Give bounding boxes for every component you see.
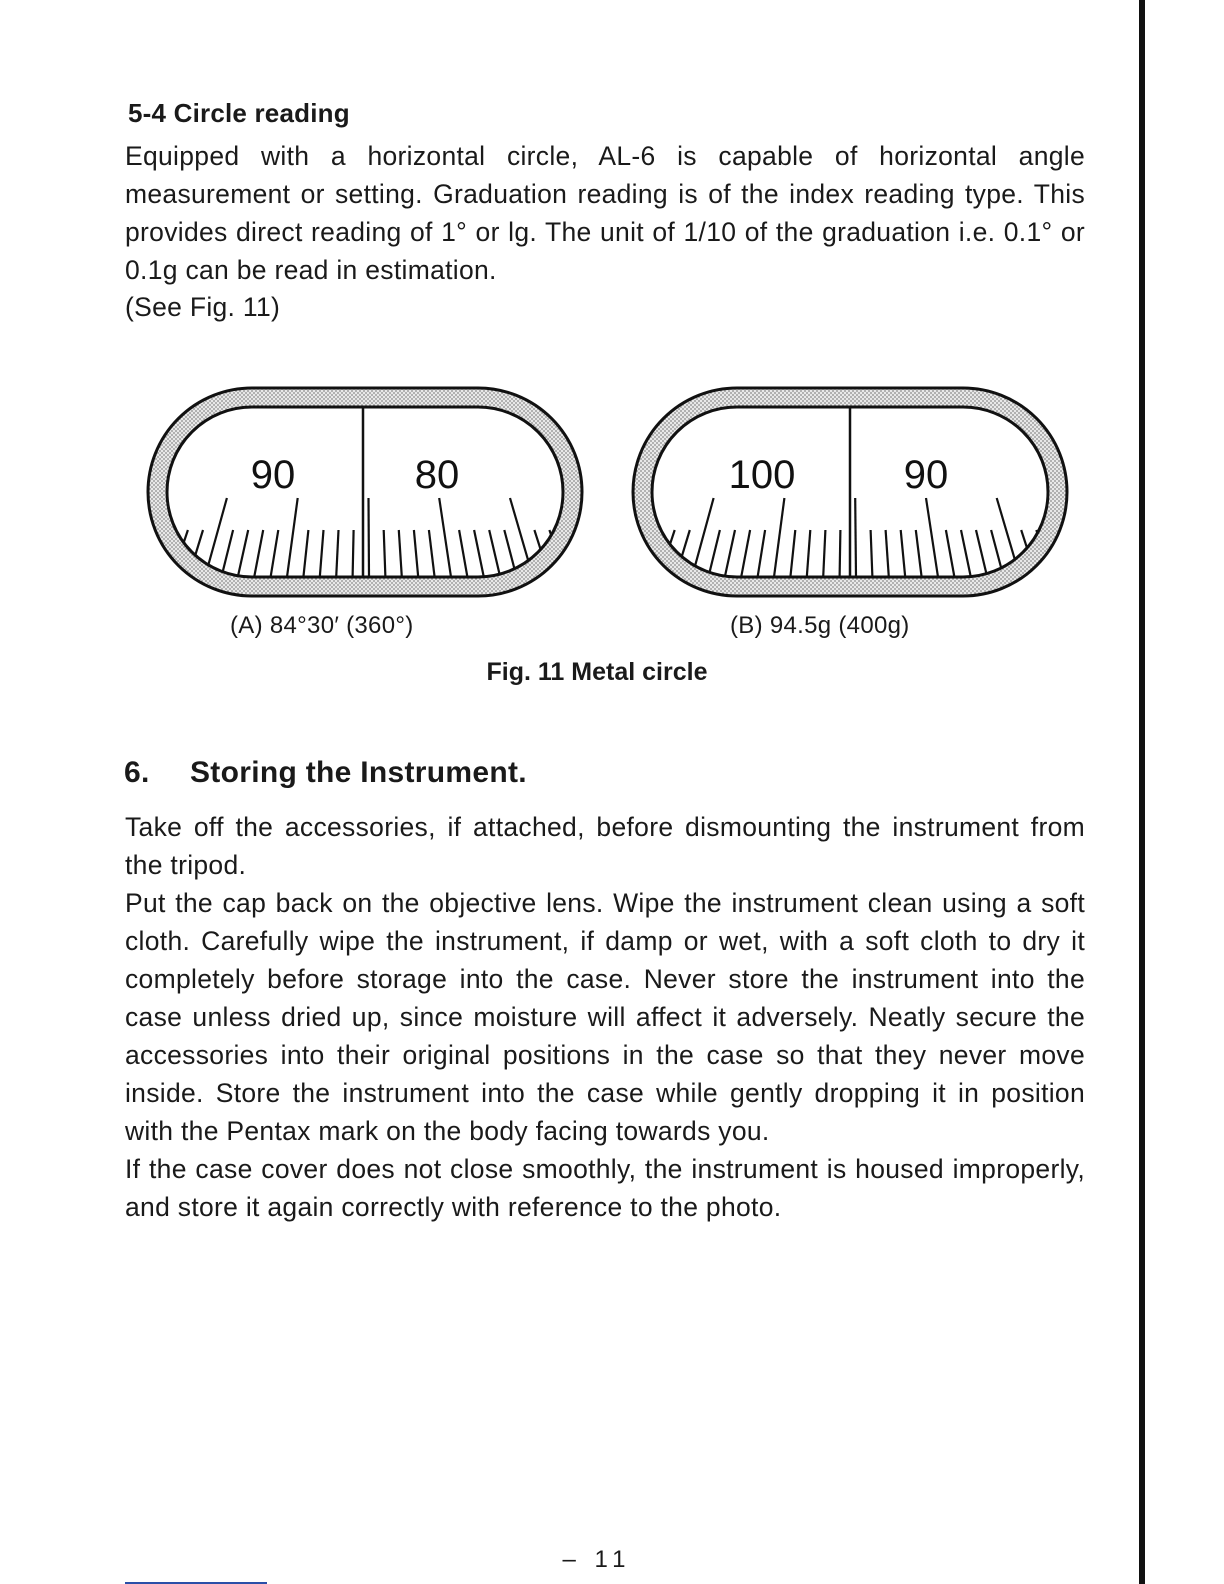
dial-a-figure (145, 380, 585, 600)
section-6-title: Storing the Instrument. (190, 756, 527, 789)
section-6-paragraph-3: If the case cover does not close smoothly, the instrument is housed improperly, and store it again correctly with reference to the photo. (125, 1154, 1085, 1222)
ticksB-tick (840, 530, 841, 577)
see-figure-reference: (See Fig. 11) (125, 292, 281, 322)
dial-b-left-number: 100 (728, 453, 796, 497)
dial-b-right-number: 90 (903, 453, 949, 497)
page-number: – 11 (562, 1546, 632, 1573)
section-6-number: 6. (124, 756, 150, 789)
dial-b-caption: (B) 94.5g (400g) (730, 612, 910, 639)
dial-a-svg (145, 380, 585, 600)
section-6-body (125, 808, 1085, 1226)
dial-a-left-number: 90 (250, 453, 296, 497)
section-6-paragraph-2: Put the cap back on the objective lens. Wipe the instrument clean using a soft cloth. Carefully wipe the instrument, if damp or wet, with a soft cloth to dry it completely before storage into the case. Never store the instrument into the case unless dried up, since moisture will affect it adversely. Neatly secure the accessories into their original positions in the case so that they never move inside. Store the instrument into the case while gently dropping it in position with the Pentax mark on the body facing towards you. (125, 888, 1085, 1146)
dial-a-caption: (A) 84°30′ (360°) (230, 612, 414, 639)
dial-b-figure (630, 380, 1070, 600)
figure-title: Fig. 11 Metal circle (486, 658, 708, 686)
ticksA-tick (353, 530, 354, 577)
ticksB-tick (1066, 530, 1070, 577)
dial-a-right-number: 80 (414, 453, 460, 497)
ticksB-tick (1068, 498, 1071, 577)
section-5-4-paragraph: Equipped with a horizontal circle, AL-6 is capable of horizontal angle measurement or setting. Graduation reading is of the index reading type. This provides direct reading of 1° or lg. The unit of 1/10 of the graduation i.e. 0.1° or 0.1g can be read in estimation. (125, 141, 1085, 285)
ticksB-tick (855, 498, 856, 577)
page-edge-shadow (1139, 0, 1145, 1584)
dial-b-svg (630, 380, 1070, 600)
section-6-heading (124, 756, 527, 790)
dial-a-inner-window (167, 407, 563, 577)
section-6-paragraph-1: Take off the accessories, if attached, before dismounting the instrument from the tripod. (125, 812, 1085, 880)
ticksA-tick (369, 498, 370, 577)
ticksA-tick (145, 530, 158, 577)
section-5-4-heading: 5-4 Circle reading (128, 98, 350, 128)
ticksA-tick (580, 530, 585, 577)
